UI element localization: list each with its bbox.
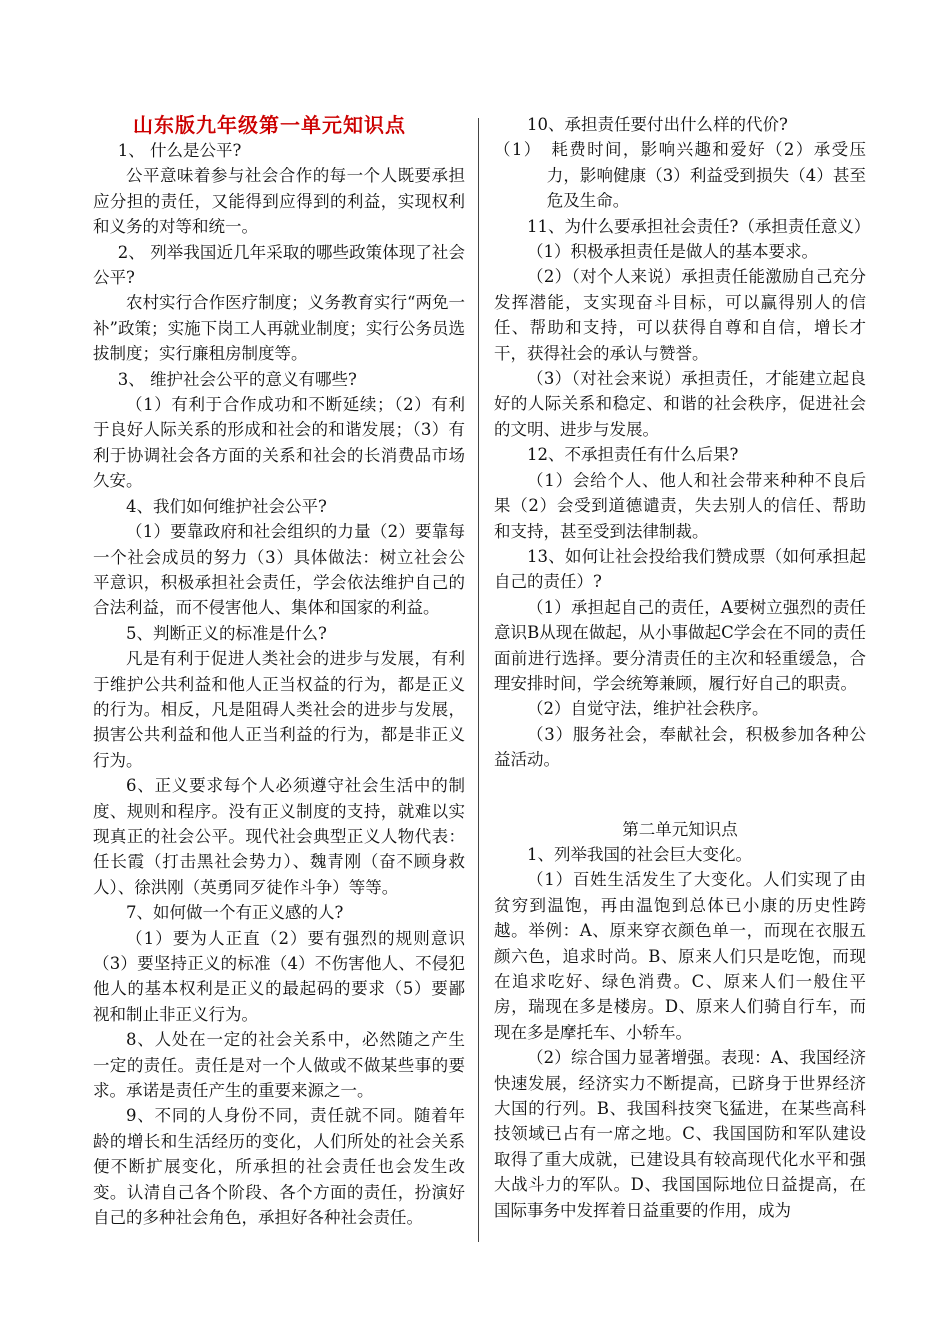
paragraph: （3）（对社会来说）承担责任，才能建立起良好的人际关系和稳定、和谐的社会秩序，促进社会的文明、进步与发展。	[494, 369, 866, 439]
paragraph: （1）要为人正直（2）要有强烈的规则意识（3）要坚持正义的标准（4）不伤害他人、不侵犯他人的基本权利是正义的最起码的要求（5）要鄙视和制止非正义行为。	[93, 928, 465, 1024]
paragraph: （1）积极承担责任是做人的基本要求。	[527, 242, 818, 262]
paragraph: 8、人处在一定的社会关系中，必然随之产生一定的责任。责任是对一个人做或不做某些事的要求。承诺是责任产生的重要来源之一。	[93, 1030, 465, 1101]
right-column	[494, 112, 871, 1223]
paragraph: 11、为什么要承担社会责任?（承担责任意义）	[527, 216, 871, 236]
paragraph: （3）服务社会，奉献社会，积极参加各种公益活动。	[494, 724, 866, 770]
paragraph: （1）承担起自己的责任，A要树立强烈的责任意识B从现在做起，从小事做起C学会在不同的责任面前进行选择。要分清责任的主次和轻重缓急，合理安排时间，学会统筹兼顾，履行好自己的职责。	[494, 597, 866, 693]
paragraph: （2）自觉守法，维护社会秩序。	[527, 699, 769, 719]
paragraph: 1、列举我国的社会巨大变化。	[527, 844, 752, 864]
paragraph: 5、判断正义的标准是什么?	[126, 623, 327, 643]
paragraph: 7、如何做一个有正义感的人?	[126, 903, 344, 923]
paragraph: （1）会给个人、他人和社会带来种种不良后果（2）会受到道德谴责，失去别人的信任、帮助和支持，甚至受到法律制裁。	[494, 470, 866, 541]
section-gap	[494, 773, 866, 817]
paragraph: 公平意味着参与社会合作的每一个人既要承担应分担的责任，又能得到应得到的利益，实现权利和义务的对等和统一。	[93, 166, 465, 237]
paragraph: （1）百姓生活发生了大变化。人们实现了由贫穷到温饱，再由温饱到总体已小康的历史性跨越。举例：A、原来穿衣颜色单一，而现在衣服五颜六色，追求时尚。B、原来人们只是吃饱，而现在追求吃好、绿色消费。C、原来人们一般住平房，瑞现在多是楼房。D、原来人们骑自行车，而现在多是摩托车、小轿车。	[494, 870, 866, 1042]
paragraph: 12、不承担责任有什么后果?	[527, 445, 739, 465]
paragraph: 2、 列举我国近几年采取的哪些政策体现了社会公平?	[93, 242, 465, 288]
left-body	[93, 138, 465, 1230]
left-column	[93, 112, 465, 1230]
paragraph: （2）综合国力显著增强。表现：A、我国经济快速发展，经济实力不断提高，已跻身于世界经济大国的行列。B、我国科技突飞猛进，在某些高科技领域已占有一席之地。C、我国国防和军队建设取得了重大成就，已建设具有较高现代化水平和强大战斗力的军队。D、我国国际地位日益提高，在国际事务中发挥着日益重要的作用，成为	[494, 1048, 866, 1220]
unit2-body	[494, 842, 866, 1223]
paragraph: 1、 什么是公平?	[117, 141, 242, 160]
paragraph: 3、 维护社会公平的意义有哪些?	[117, 369, 357, 389]
paragraph: 农村实行合作医疗制度；义务教育实行“两免一补”政策；实施下岗工人再就业制度；实行公务员选拔制度；实行廉租房制度等。	[93, 293, 465, 364]
column-divider	[478, 118, 479, 1242]
paragraph: （2）（对个人来说）承担责任能激励自己充分发挥潜能，支实现奋斗目标，可以赢得别人的信任、帮助和支持，可以获得自尊和自信，增长才干，获得社会的承认与赞誉。	[494, 267, 866, 363]
unit1-continued	[494, 112, 871, 773]
paragraph: 9、不同的人身份不同，责任就不同。随着年龄的增长和生活经历的变化，人们所处的社会关系便不断扩展变化，所承担的社会责任也会发生改变。认清自己各个阶段、各个方面的责任，扮演好自己的多种社会角色，承担好各种社会责任。	[93, 1106, 465, 1228]
paragraph: 4、我们如何维护社会公平?	[126, 496, 327, 516]
paragraph: 13、如何让社会投给我们赞成票（如何承担起自己的责任）?	[494, 546, 866, 592]
page-title: 山东版九年级第一单元知识点	[133, 113, 406, 137]
paragraph: （1） 耗费时间，影响兴趣和爱好（2）承受压力，影响健康（3）利益受到损失（4）甚至危及生命。	[494, 140, 866, 211]
section2-title: 第二单元知识点	[622, 819, 738, 839]
paragraph: 6、正义要求每个人必须遵守社会生活中的制度、规则和程序。没有正义制度的支持，就难以实现真正的社会公平。现代社会典型正义人物代表：任长霞（打击黑社会势力）、魏青刚（奋不顾身救人）、徐洪刚（英勇同歹徒作斗争）等等。	[93, 776, 465, 897]
paragraph: 凡是有利于促进人类社会的进步与发展，有利于维护公共利益和他人正当权益的行为，都是正义的行为。相反，凡是阻碍人类社会的进步与发展，损害公共利益和他人正当利益的行为，都是非正义行为。	[93, 649, 465, 770]
paragraph: 10、承担责任要付出什么样的代价?	[527, 115, 788, 134]
paragraph: （1）要靠政府和社会组织的力量（2）要靠每一个社会成员的努力（3）具体做法：树立社会公平意识，积极承担社会责任，学会依法维护自己的合法利益，而不侵害他人、集体和国家的利益。	[93, 522, 465, 618]
paragraph: （1）有利于合作成功和不断延续；（2）有利于良好人际关系的形成和社会的和谐发展；（3）有利于协调社会各方面的关系和社会的长消费品市场久安。	[93, 395, 465, 491]
